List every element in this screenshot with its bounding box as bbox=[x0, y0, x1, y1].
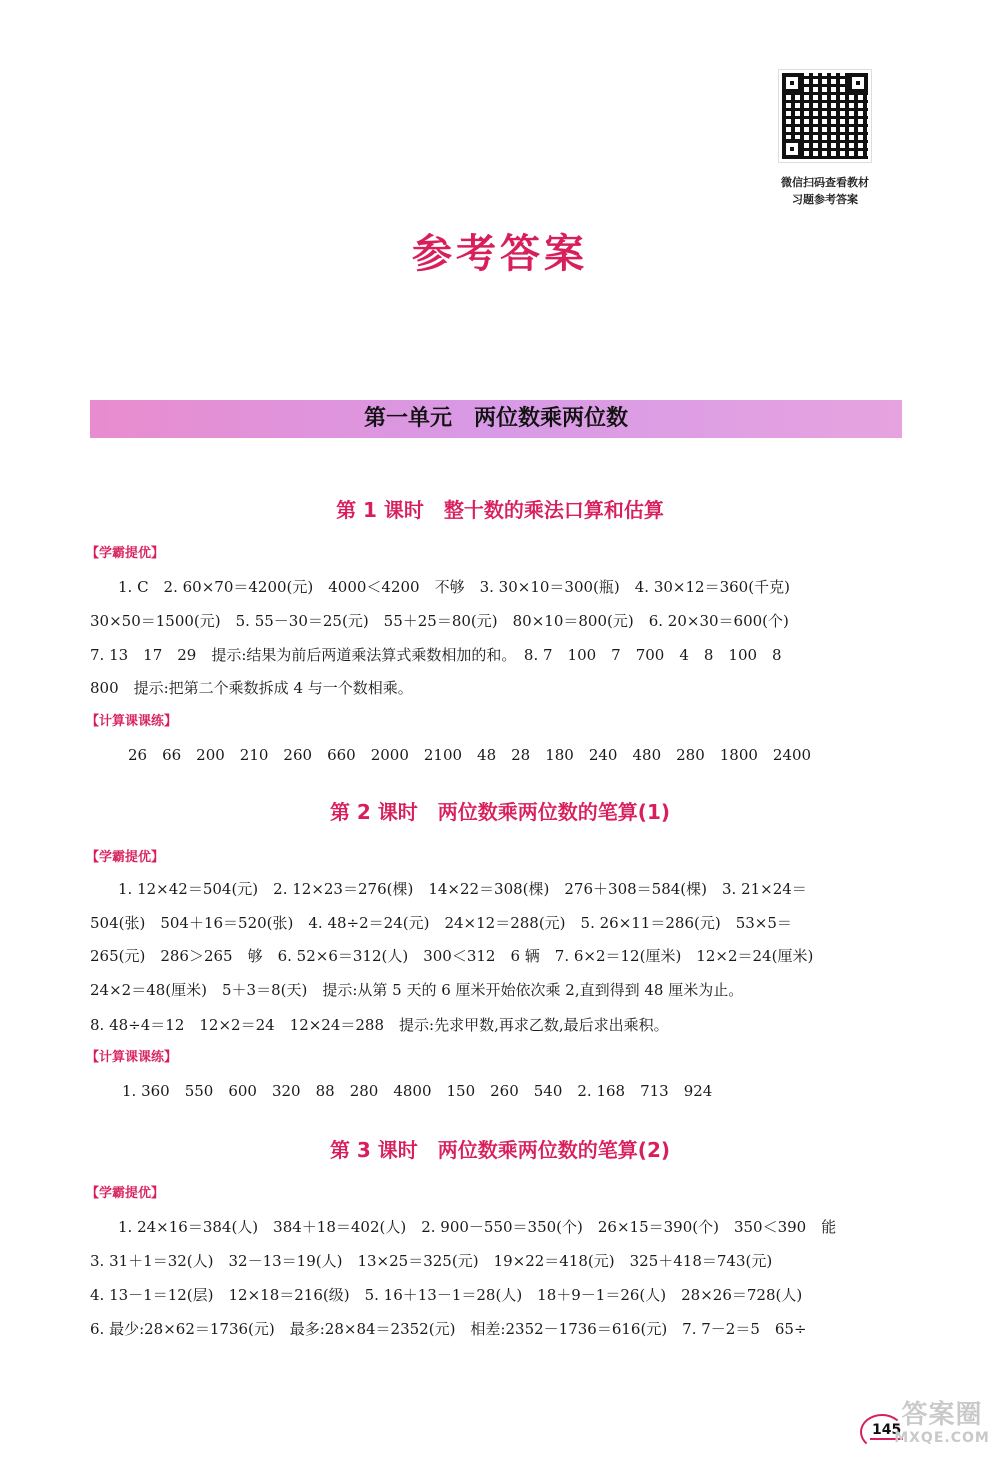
lesson-1-answer-line: 7. 13 17 29 提示:结果为前后两道乘法算式乘数相加的和。 8. 7 100 7 700 4 8 100 8 bbox=[90, 646, 782, 664]
lesson-2-answer-line: 504(张) 504＋16＝520(张) 4. 48÷2＝24(元) 24×12＝288(元) 5. 26×11＝286(元) 53×5＝ bbox=[90, 914, 792, 932]
lesson-3-answer-line: 6. 最少:28×62＝1736(元) 最多:28×84＝2352(元) 相差:2352－1736＝616(元) 7. 7－2＝5 65÷ bbox=[90, 1320, 807, 1338]
watermark-cn: 答案圈 bbox=[901, 1400, 983, 1430]
lesson-1-tag-practice: 【计算课课练】 bbox=[86, 714, 178, 729]
lesson-2-answer-line: 265(元) 286＞265 够 6. 52×6＝312(人) 300＜312 6 辆 7. 6×2＝12(厘米) 12×2＝24(厘米) bbox=[90, 947, 814, 965]
lesson-1-answer-line: 1. C 2. 60×70＝4200(元) 4000＜4200 不够 3. 30×10＝300(瓶) 4. 30×12＝360(千克) bbox=[118, 578, 790, 596]
watermark-en: MXQE.COM bbox=[894, 1430, 990, 1446]
lesson-1-answer-line: 30×50＝1500(元) 5. 55－30＝25(元) 55＋25＝80(元) 80×10＝800(元) 6. 20×30＝600(个) bbox=[90, 612, 789, 630]
lesson-3-heading: 第 3 课时 两位数乘两位数的笔算(2) bbox=[329, 1138, 671, 1162]
qr-code-icon[interactable] bbox=[779, 70, 871, 162]
lesson-1-heading: 第 1 课时 整十数的乘法口算和估算 bbox=[336, 498, 664, 522]
lesson-2-heading: 第 2 课时 两位数乘两位数的笔算(1) bbox=[329, 800, 671, 824]
qr-caption-line1: 微信扫码查看教材 bbox=[781, 176, 869, 189]
lesson-3-answer-line: 4. 13－1＝12(层) 12×18＝216(级) 5. 16＋13－1＝28(人) 18＋9－1＝26(人) 28×26＝728(人) bbox=[90, 1286, 803, 1304]
lesson-2-tag-improve: 【学霸提优】 bbox=[86, 850, 165, 865]
page-title: 参考答案 bbox=[412, 231, 588, 277]
lesson-1-practice-line: 26 66 200 210 260 660 2000 2100 48 28 180 240 480 280 1800 2400 bbox=[128, 746, 812, 764]
unit-heading: 第一单元 两位数乘两位数 bbox=[90, 400, 902, 438]
qr-caption-line2: 习题参考答案 bbox=[792, 193, 858, 206]
lesson-2-tag-practice: 【计算课课练】 bbox=[86, 1050, 178, 1065]
lesson-3-answer-line: 1. 24×16＝384(人) 384＋18＝402(人) 2. 900－550＝350(个) 26×15＝390(个) 350＜390 能 bbox=[118, 1218, 837, 1236]
lesson-3-tag-improve: 【学霸提优】 bbox=[86, 1186, 165, 1201]
lesson-2-answer-line: 24×2＝48(厘米) 5＋3＝8(天) 提示:从第 5 天的 6 厘米开始依次乘 2,直到得到 48 厘米为止。 bbox=[90, 981, 744, 999]
lesson-2-answer-line: 1. 12×42＝504(元) 2. 12×23＝276(棵) 14×22＝308(棵) 276＋308＝584(棵) 3. 21×24＝ bbox=[118, 880, 807, 898]
qr-block bbox=[760, 70, 890, 208]
lesson-1-tag-improve: 【学霸提优】 bbox=[86, 546, 165, 561]
page-number: 145 bbox=[872, 1422, 902, 1438]
lesson-1-answer-line: 800 提示:把第二个乘数拆成 4 与一个数相乘。 bbox=[90, 679, 413, 697]
watermark bbox=[890, 1400, 994, 1460]
lesson-3-answer-line: 3. 31＋1＝32(人) 32－13＝19(人) 13×25＝325(元) 19×22＝418(元) 325＋418＝743(元) bbox=[90, 1252, 773, 1270]
lesson-2-practice-line: 1. 360 550 600 320 88 280 4800 150 260 540 2. 168 713 924 bbox=[122, 1082, 713, 1100]
lesson-2-answer-line: 8. 48÷4＝12 12×2＝24 12×24＝288 提示:先求甲数,再求乙数,最后求出乘积。 bbox=[90, 1016, 669, 1034]
